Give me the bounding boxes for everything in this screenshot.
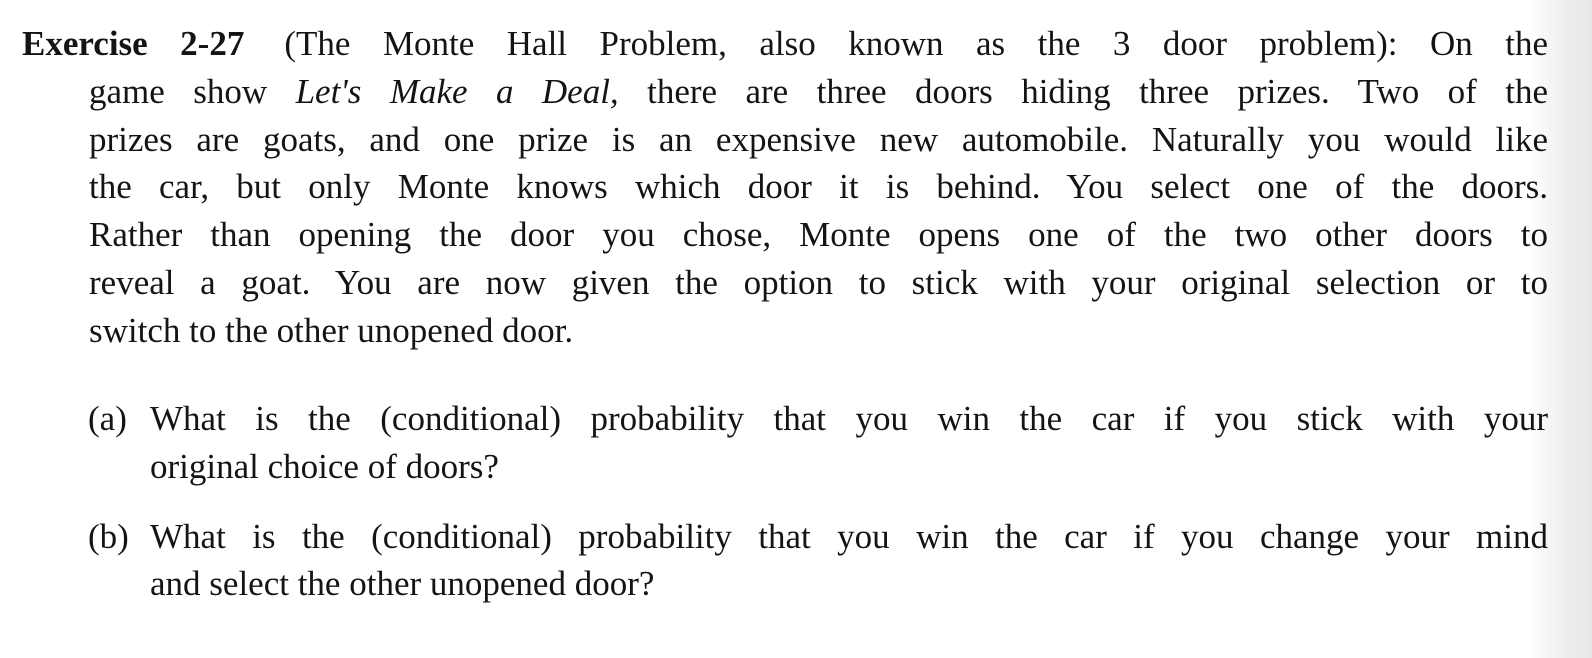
exercise-2-27 [22, 20, 1548, 355]
exercise-line-6: reveal a goat. You are now given the option to stick with your original selection or to [89, 262, 1548, 302]
exercise-line-1 [22, 20, 1548, 68]
exercise-line-5: Rather than opening the door you chose, Monte opens one of the two other doors to [89, 215, 1548, 255]
part-b-question [150, 513, 1548, 609]
exercise-line-2 [22, 68, 1548, 116]
part-a-line-1: What is the (conditional) probability that you win the car if you stick with your [150, 399, 1548, 438]
exercise-line-7: switch to the other unopened door. [89, 310, 574, 350]
part-b-label: (b) [88, 516, 129, 556]
part-a [88, 395, 1548, 491]
exercise-intro-text: (The Monte Hall Problem, also known as the 3 door problem): On the [284, 24, 1548, 63]
exercise-line-3: prizes are goats, and one prize is an expensive new automobile. Naturally you would like [89, 119, 1548, 159]
part-a-line-2: original choice of doors? [150, 446, 499, 486]
part-b-line-2: and select the other unopened door? [150, 564, 655, 604]
exercise-parts [88, 395, 1548, 630]
game-show-prefix: game show [89, 71, 268, 111]
show-name: Let's Make a Deal, [295, 71, 619, 111]
exercise-line-4: the car, but only Monte knows which door it is behind. You select one of the doors. [89, 167, 1548, 207]
exercise-line-2-text: there are three doors hiding three prizes. Two of the [647, 71, 1549, 111]
part-a-question [150, 395, 1548, 491]
part-b-line-1: What is the (conditional) probability that you win the car if you change your mind [150, 516, 1548, 556]
part-b [88, 513, 1548, 609]
exercise-label: Exercise 2-27 [22, 24, 245, 63]
part-a-label: (a) [88, 399, 127, 438]
